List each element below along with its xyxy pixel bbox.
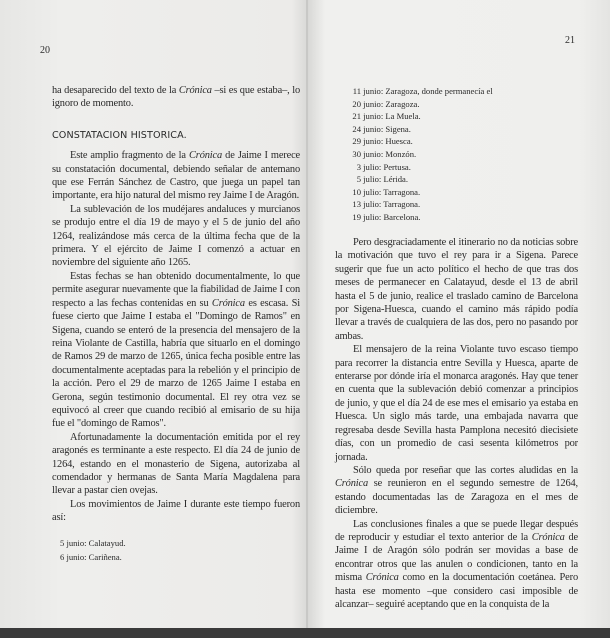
place: junio: Sigena. (363, 123, 411, 134)
itinerary-item (337, 123, 493, 136)
itinerary-item (337, 198, 493, 211)
text: como en la documentación coetánea. Pero hasta ese momento –que considero casi imposible de alcanzar– seguiré aceptando que en la conquista de la (335, 572, 579, 610)
page-number: 20 (40, 45, 50, 56)
text: Este amplio fragmento de la (70, 150, 190, 162)
text: –si es que estaba–, lo ignoro de momento. (52, 85, 300, 110)
day: 19 (352, 211, 361, 222)
day: 6 (60, 552, 65, 563)
itinerary-list (60, 537, 300, 564)
intro-paragraph (52, 84, 300, 111)
itinerary-list (337, 85, 493, 224)
italic-title: Crónica (189, 150, 223, 162)
place: junio: Zaragoza, donde permanecía el (363, 86, 493, 96)
left-page (0, 0, 307, 628)
itinerary-item (337, 85, 493, 98)
right-page (307, 0, 610, 628)
paragraph: Los movimientos de Jaime I durante este tiempo fueron así: (52, 498, 300, 524)
text: Sólo queda por reseñar que las cortes aludidas en la (353, 464, 578, 476)
place: julio: Tarragona. (363, 186, 421, 197)
text: de Jaime I merece su constatación documental, debiendo señalar de antemano que ese Ferrán Sánchez de Castro, que juega un papel tan importante, era hijo natural del mismo rey Jaime I de Aragón. (52, 150, 300, 202)
day: 3 (356, 161, 361, 172)
book-spine (306, 0, 308, 628)
day: 5 (356, 174, 361, 185)
scan-bottom-edge (0, 628, 610, 638)
paragraph (335, 464, 578, 518)
italic-title: Crónica (178, 85, 212, 96)
itinerary-item (337, 161, 493, 174)
itinerary-item (337, 135, 493, 148)
place: junio: Monzón. (363, 148, 417, 159)
day: 20 (352, 98, 361, 109)
day: 30 (352, 148, 361, 159)
page-number: 21 (565, 35, 575, 46)
paragraph: El mensajero de la reina Violante tuvo escaso tiempo para recorrer la distancia entre Sevilla y Huesca, aparte de enterarse por dónde iría el monarca aragonés. Hay que tener en cuenta que la sublevación debió comenzar a principios de junio, y que el día 24 de ese mes el emisario ya estaba en Huesca. Un siglo más tarde, una embajada navarra que regresaba desde Sevilla hasta Pamplona necesitó diecisiete días, con un promedio de casi sesenta kilómetros por jornada. (335, 344, 578, 463)
itinerary-item (337, 148, 493, 161)
place: julio: Lérida. (363, 174, 409, 185)
place: julio: Pertusa. (363, 161, 411, 172)
text: ha desaparecido del texto de la (52, 85, 179, 96)
text: de Jaime I de Aragón sólo podrán ser movidas a base de encontrar otros que las anulen o condicionen, tanto en la misma (335, 531, 578, 584)
place: junio: Calatayud. (66, 537, 126, 548)
day: 24 (352, 123, 361, 134)
italic-title: Crónica (335, 478, 369, 490)
place: junio: Huesca. (363, 136, 413, 147)
paragraph (52, 149, 300, 203)
itinerary-item (337, 173, 493, 186)
day: 11 (352, 86, 361, 96)
section-heading: CONSTATACION HISTORICA. (52, 129, 187, 141)
text: Estas fechas se han obtenido documentalmente, lo que permite asegurar nuevamente que la fiabilidad de Jaime I con respecto a las fechas contenidas en su (52, 270, 300, 309)
itinerary-item (337, 186, 493, 199)
itinerary-item (337, 98, 493, 111)
italic-title: Crónica (531, 531, 565, 543)
paragraph: La sublevación de los mudéjares andaluces y murcianos se produjo entre el día 19 de mayo y el 5 de junio del año 1264, realizándose más cerca de la última fecha que de la primera. Y el ejército de Jaime I comenzó a actuar en noviembre del siguiente año 1265. (52, 203, 300, 269)
itinerary-item (60, 551, 300, 564)
paragraph: Pero desgraciadamente el itinerario no da noticias sobre la motivación que tuvo el rey para ir a Sigena. Parece sugerir que fue un acto político el hecho de que tras dos meses de permanecer en Calatayud, desde el 13 de abril hasta el 5 de junio, realice el traslado camino de Barcelona por Sigena-Huesca, cuando el camino más rápido podía llevar a través de cualquiera de las dos, pero no pasando por ambas. (335, 237, 578, 342)
day: 10 (352, 186, 361, 197)
place: julio: Tarragona. (363, 199, 421, 210)
place: junio: La Muela. (363, 111, 421, 122)
text: Las conclusiones finales a que se puede llegar después de reproducir y estudiar el texto anterior de la (335, 518, 578, 543)
left-text-column (52, 84, 300, 564)
right-text-column (335, 236, 578, 611)
text: es escasa. Si fuese cierto que Jaime I estaba el "Domingo de Ramos" en Sigena, cuando se enteró de la presencia del mensajero de la reina Violante de Castilla, habría que situarlo en el domingo de Ramos 29 de marzo de 1265, única fecha posible entre las documentalmente aceptadas para la rebelión y el principio de la acción. Pero el 29 de marzo de 1265 Jaime I estaba en Gerona, según testimonio documental. El rey otra vez se equivocó al creer que cuando recibió al emisario de su hija fue el "domingo de Ramos". (52, 297, 300, 430)
text: se reunieron en el segundo semestre de 1264, estando documentadas las de Zaragoza en el mes de diciembre. (335, 478, 578, 517)
place: junio: Zaragoza. (363, 98, 420, 109)
place: julio: Barcelona. (363, 211, 421, 222)
day: 5 (60, 537, 65, 548)
italic-title: Crónica (365, 572, 399, 584)
itinerary-item (337, 211, 493, 224)
day: 21 (352, 111, 361, 122)
itinerary-item (337, 110, 493, 123)
day: 13 (352, 199, 361, 210)
paragraph (335, 518, 578, 612)
itinerary-item (60, 537, 300, 550)
paragraph: Afortunadamente la documentación emitida por el rey aragonés es terminante a este respecto. El día 24 de junio de 1264, estando en el monasterio de Sigena, autorizaba al comendador y hermanas de Santa María Magdalena para llevar a pastar cien ovejas. (52, 431, 300, 497)
italic-title: Crónica (211, 297, 245, 309)
paragraph (52, 270, 300, 431)
day: 29 (352, 136, 361, 147)
place: junio: Cariñena. (66, 552, 122, 563)
